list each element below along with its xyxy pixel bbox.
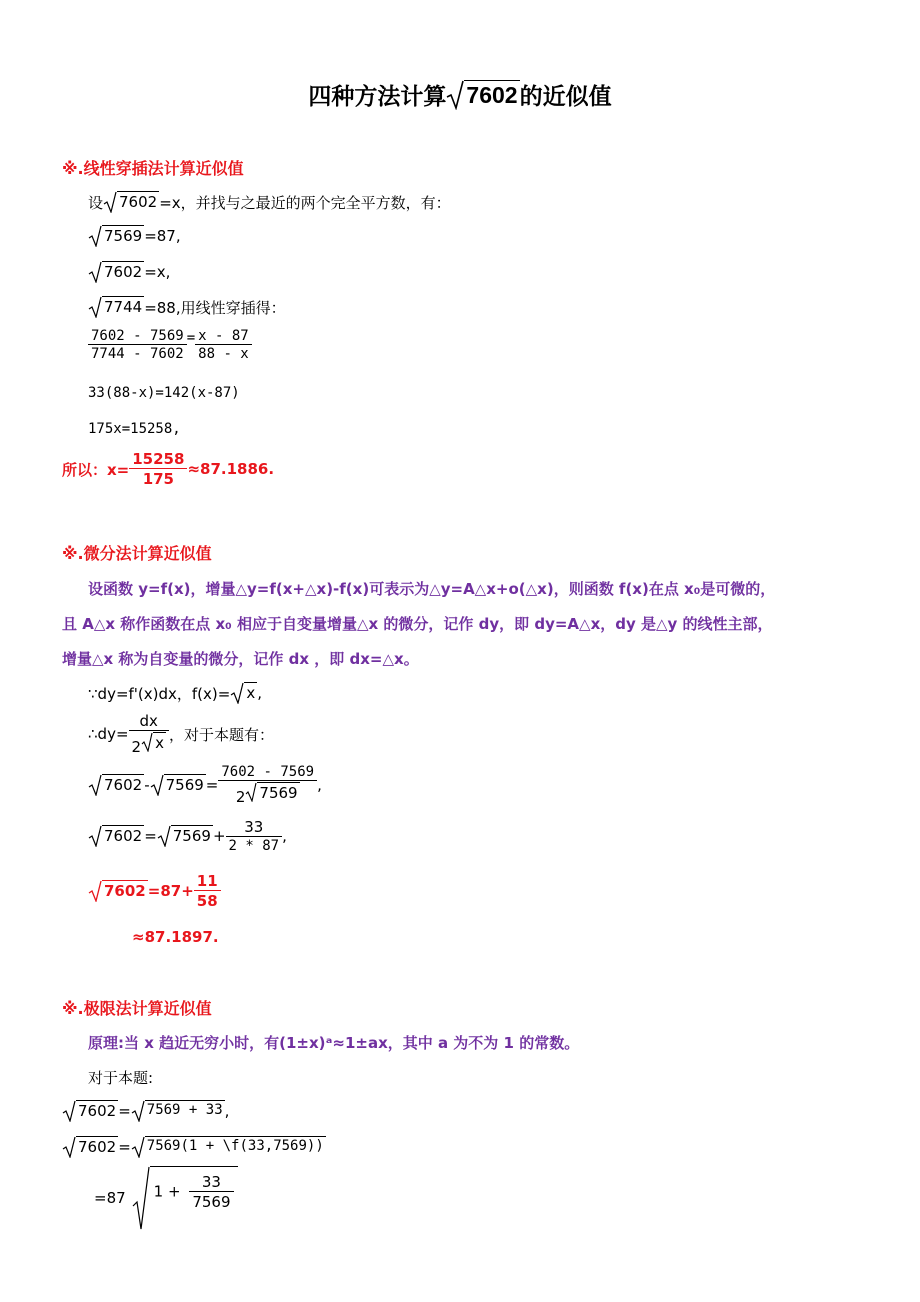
section1-heading: ※.线性穿插法计算近似值 <box>62 159 244 178</box>
sqrt-symbol: 7744 <box>88 296 144 318</box>
sqrt-symbol: 7602 <box>88 261 144 283</box>
page-title <box>0 78 920 111</box>
s1-line6: 175x=15258, <box>88 421 181 437</box>
s3-line3: 7602 = 7569(1 + \f(33,7569)) <box>62 1136 326 1158</box>
sqrt-symbol: 7569(1 + \f(33,7569)) <box>131 1136 326 1158</box>
sqrt-symbol: x <box>141 732 166 752</box>
title-sqrt <box>446 80 519 110</box>
sqrt-symbol: 7602 <box>88 774 144 796</box>
s1-line3: 7602 =x, <box>88 261 170 283</box>
s3-line4: =87 1 + $\frac{33}{7569}$ <box>94 1166 238 1230</box>
s1-proportion: $\frac{7602 - 7569}{7744 - 7602}$ = $\frac{x - 87}{88 - x}$ <box>88 328 252 362</box>
s1-result: 所以：x= $\frac{15258}{175}$ ≈87.1886. <box>62 450 275 488</box>
sqrt-symbol: 7602 <box>88 880 148 902</box>
sqrt-symbol: 7602 <box>62 1136 118 1158</box>
sqrt-symbol: 7569 + 33 <box>131 1100 225 1122</box>
section3-heading: ※.极限法计算近似值 <box>62 999 212 1018</box>
s2-approx: ≈87.1897. <box>132 928 219 946</box>
s1-line1: 设 7602 =x，并找与之最近的两个完全平方数，有： <box>88 193 451 212</box>
s2-paragraph-line3: 增量△x 称为自变量的微分，记作 dx ，即 dx=△x。 <box>62 650 419 668</box>
sqrt-symbol: x <box>230 682 257 704</box>
sqrt-symbol: 7569 <box>157 825 213 847</box>
s1-line2: 7569 =87, <box>88 225 181 247</box>
sqrt-symbol: 7602 <box>103 191 159 213</box>
title-prefix: 四种方法计算 <box>308 83 447 109</box>
s2-line2: ∴dy= dx 2 x ，对于本题有： <box>88 712 274 756</box>
s2-result: 7602 =87+ $\frac{11}{58}$ <box>88 872 221 910</box>
s2-paragraph-line2: 且 A△x 称作函数在点 x₀ 相应于自变量增量△x 的微分，记作 dy，即 dy=A△x，dy 是△y 的线性主部， <box>62 615 773 633</box>
s3-line2: 7602 = 7569 + 33 , <box>62 1100 229 1122</box>
title-radicand: 7602 <box>466 81 518 108</box>
s1-line5: 33(88-x)=142(x-87) <box>88 385 240 401</box>
fraction-left: $\frac{7602 - 7569}{7744 - 7602}$ <box>88 328 187 362</box>
sqrt-symbol: 1 + $\frac{33}{7569}$ <box>132 1166 238 1230</box>
s1-line4: 7744 =88,用线性穿插得： <box>88 296 286 318</box>
fraction-right: $\frac{x - 87}{88 - x}$ <box>195 328 252 362</box>
sqrt-symbol: 7602 <box>88 825 144 847</box>
s2-line3: 7602 - 7569 = 7602 - 7569 2 7569 , <box>88 764 322 806</box>
section2-heading: ※.微分法计算近似值 <box>62 544 212 563</box>
s3-line1: 对于本题: <box>88 1069 154 1087</box>
s2-line1: ∵dy=f'(x)dx，f(x)= x , <box>88 684 262 703</box>
s3-principle: 原理:当 x 趋近无穷小时，有(1±x)ᵃ≈1±ax，其中 a 为不为 1 的常数。 <box>88 1034 580 1052</box>
sqrt-symbol: 7569 <box>245 782 299 802</box>
title-suffix: 的近似值 <box>519 83 612 109</box>
sqrt-symbol: 7569 <box>88 225 144 247</box>
s2-line4: 7602 = 7569 + $\frac{33}{2 * 87}$ , <box>88 818 287 854</box>
sqrt-symbol: 7602 <box>62 1100 118 1122</box>
sqrt-symbol: 7569 <box>150 774 206 796</box>
s2-paragraph-line1: 设函数 y=f(x)，增量△y=f(x+△x)-f(x)可表示为△y=A△x+o(△x)，则函数 f(x)在点 x₀是可微的， <box>88 580 776 598</box>
